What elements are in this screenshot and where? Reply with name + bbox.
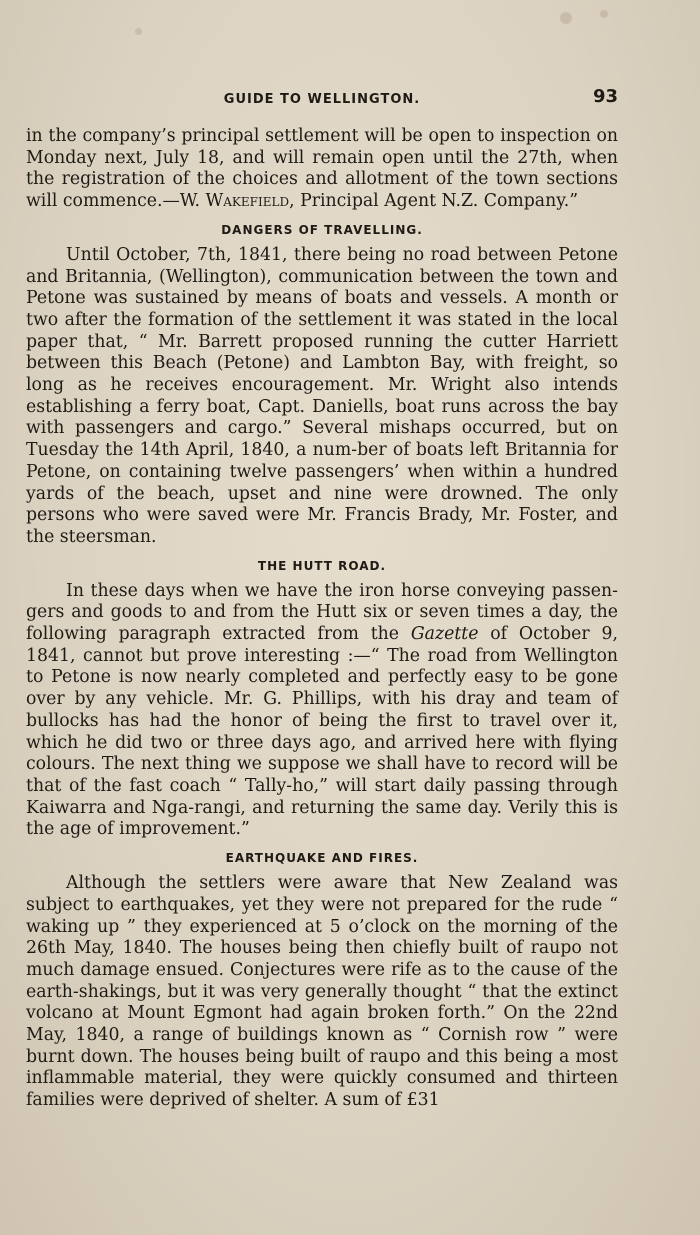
gazette-title: Gazette	[410, 624, 479, 645]
foxing-spot	[135, 28, 142, 35]
running-title: GUIDE TO WELLINGTON.	[223, 92, 421, 107]
foxing-spot	[600, 10, 608, 18]
paragraph-earthquake: Although the settlers were aware that New Zealand was subject to earthquakes, yet they were not prepared for the rude “ waking up ” they experienced at 5 o’clock on the morning of the 26th May, 1840. The houses being then chiefly built of raupo not much damage ensued. Conjectures were rife as to the cause of the earth-shakings, but it was very generally thought “ that the extinct volcano at Mount Egmont had again broken forth.” On the 22nd May, 1840, a range of buildings known as “ Cornish row ” were burnt down. The houses being built of raupo and this being a most inflammable material, they were quickly consumed and thirteen families were deprived of shelter. A sum of £31	[26, 873, 618, 1111]
paragraph-text: in the company’s principal settlement will be open to inspection on Monday next, July 18, and will remain open until the 27th, when the registration of the choices and allotment of the town sections will commence.—W.	[26, 126, 618, 212]
section-heading-hutt-road: THE HUTT ROAD.	[257, 558, 387, 573]
paragraph-text-end: , Principal Agent N.Z. Company.”	[289, 191, 579, 212]
page-header	[26, 86, 618, 116]
signatory-name: Wakefield	[205, 191, 290, 212]
paragraph-continuation	[26, 126, 618, 213]
foxing-spot	[560, 12, 572, 24]
section-heading-dangers: DANGERS OF TRAVELLING.	[221, 222, 423, 237]
paragraph-text: In these days when we have the iron horse conveying passen-gers and goods to and from the Hutt six or seven times a day, the following paragraph extracted from the	[26, 580, 618, 645]
paragraph-text-end: of October 9, 1841, cannot but prove interesting :—“ The road from Wellington to Petone is now nearly completed and perfectly easy to be gone over by any vehicle. Mr. G. Phillips, with his dray and team of bullocks has had the honor of being the first to travel over it, which he did two or three days ago, and arrived here with flying colours. The next thing we suppose we shall have to record will be that of the fast coach “ Tally-ho,” will start daily passing through Kaiwarra and Nga-rangi, and returning the same day. Verily this is the age of improvement.”	[26, 624, 618, 840]
paragraph-hutt-road	[26, 581, 618, 841]
section-heading-earthquake: EARTHQUAKE AND FIRES.	[225, 851, 419, 866]
page-number: 93	[592, 86, 618, 107]
paragraph-dangers: Until October, 7th, 1841, there being no road between Petone and Britannia, (Wellington), communication between the town and Petone was sustained by means of boats and vessels. A month or two after the formation of the settlement it was stated in the local paper that, “ Mr. Barrett proposed running the cutter Harriett between this Beach (Petone) and Lambton Bay, with freight, so long as he receives encouragement. Mr. Wright also intends establishing a ferry boat, Capt. Daniells, boat runs across the bay with passengers and cargo.” Several mishaps occurred, but on Tuesday the 14th April, 1840, a num-ber of boats left Britannia for Petone, on containing twelve passengers’ when within a hundred yards of the beach, upset and nine were drowned. The only persons who were saved were Mr. Francis Brady, Mr. Foster, and the steersman.	[26, 244, 618, 547]
